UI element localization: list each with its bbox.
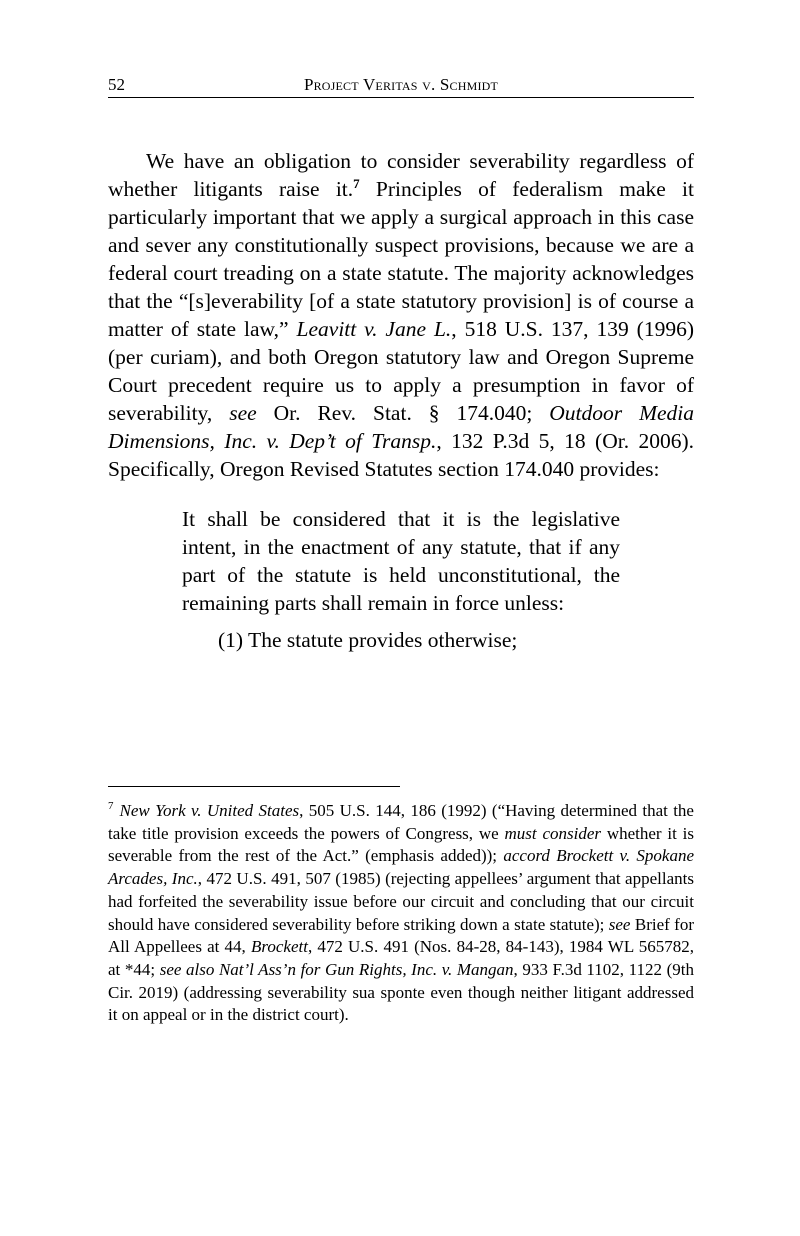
quote-list-item: (1) The statute provides otherwise; [218, 628, 518, 652]
page-header [108, 70, 694, 98]
signal-word: see [229, 401, 257, 425]
text-span: Or. Rev. Stat. § 174.040; [256, 401, 550, 425]
statute-quote [182, 505, 620, 654]
text-span: , 472 U.S. 491, 507 (1985) (rejecting appellees’ argument that appellants had forfeited the severability issue before our circuit and concluding that our circuit should have considered severability before striking down a state statute); [108, 869, 694, 934]
text-span: We have an obligation to consider severability regardless of whether litigants raise it. [108, 149, 694, 201]
text-span: , 933 F.3d 1102, 1122 (9th Cir. 2019) (addressing severability sua sponte even though neither litigant addressed it on appeal or in the district court). [108, 959, 694, 1025]
signal-word: see [608, 914, 631, 934]
page-number: 52 [108, 75, 125, 94]
case-citation: Outdoor Media Dimensions, Inc. v. Dep’t of Transp. [108, 401, 695, 453]
text-span: , 132 P.3d 5, 18 (Or. 2006). Specifically, Oregon Revised Statutes section 174.040 provides: [108, 429, 694, 481]
text-span: , 505 U.S. 144, 186 (1992) (“Having determined that the take title provision exceeds the powers of Congress, we [108, 801, 694, 843]
footnote [108, 800, 694, 1027]
footnote-mark: 7 [108, 800, 114, 813]
text-span: whether it is severable from the rest of the Act.” (emphasis added)); [108, 823, 694, 866]
case-citation: New York v. United States [119, 801, 300, 820]
emphasis: must consider [504, 823, 601, 843]
case-citation: Brockett [250, 937, 308, 957]
document-page [108, 70, 694, 654]
main-text [108, 147, 694, 483]
case-citation: Leavitt v. Jane L. [296, 317, 452, 341]
case-citation: accord Brockett v. Spokane Arcades, Inc. [108, 846, 694, 889]
text-span: Principles of federalism make it particularly important that we apply a surgical approach in this case and sever any constitutionally suspect provisions, because we are a federal court treading on a state statute. The majority acknowledges that the “[s]everability [of a state statutory provision] is of course a matter of state law,” [108, 177, 694, 341]
text-span: , 518 U.S. 137, 139 (1996) (per curiam), and both Oregon statutory law and Oregon Supreme Court precedent require us to apply a presumption in favor of severability, [108, 317, 694, 425]
footnote-reference: 7 [353, 175, 360, 191]
paragraph [108, 147, 694, 483]
case-citation: see also Nat’l Ass’n for Gun Rights, Inc. v. Mangan [159, 959, 514, 979]
footnote-divider [108, 786, 400, 787]
text-span: , 472 U.S. 491 (Nos. 84-28, 84-143), 1984 WL 565782, at *44; [108, 937, 695, 979]
quote-text: It shall be considered that it is the legislative intent, in the enactment of any statute, that if any part of the statute is held unconstitutional, the remaining parts shall remain in force unless: [182, 507, 620, 615]
text-span: Brief for All Appellees at 44, [108, 914, 694, 957]
running-title: Project Veritas v. Schmidt [303, 75, 499, 94]
